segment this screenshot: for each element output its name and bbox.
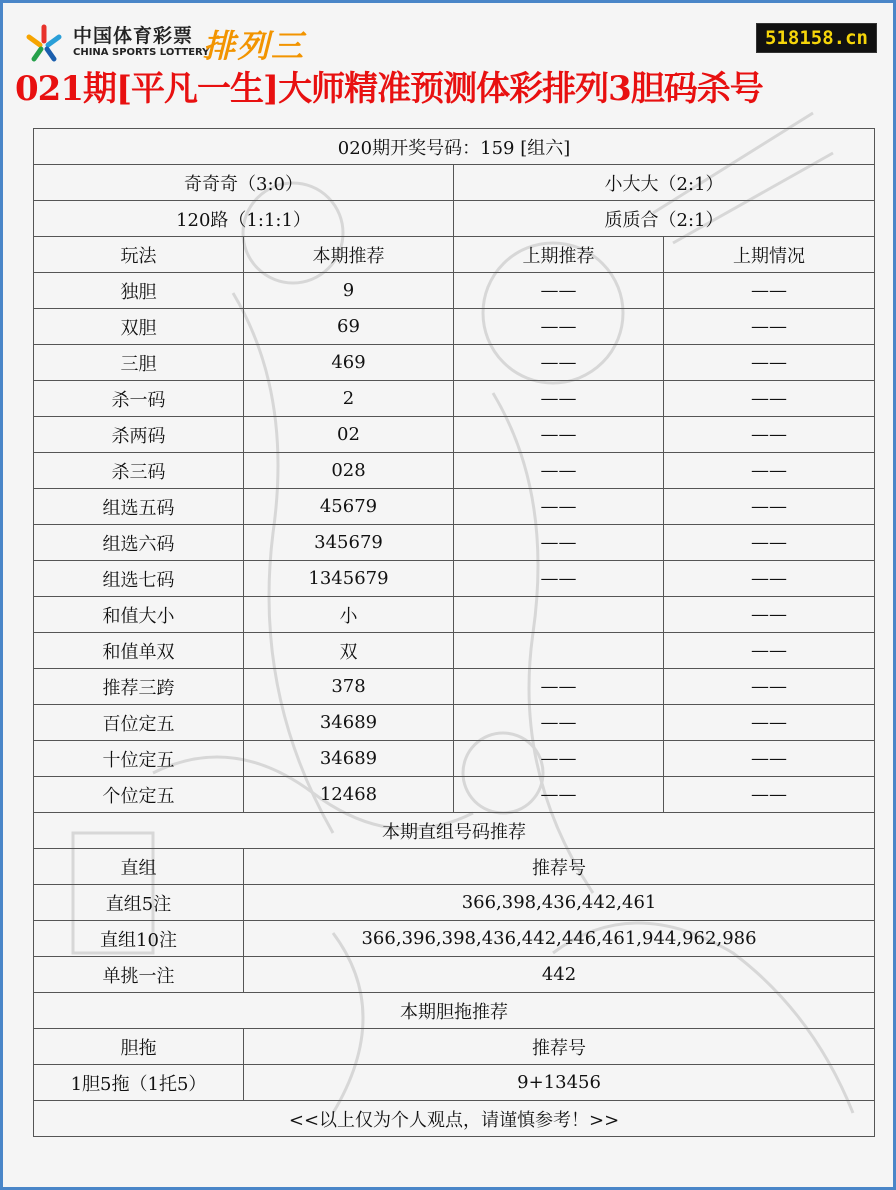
prediction-table: [33, 128, 875, 1137]
prev-cell: ——: [454, 309, 664, 345]
odd-even-cell: 奇奇奇（3:0）: [34, 165, 454, 201]
current-cell: 69: [244, 309, 454, 345]
play-cell: 双胆: [34, 309, 244, 345]
table-row: [34, 597, 875, 633]
table-row: [34, 309, 875, 345]
direct-label: 直组10注: [34, 921, 244, 957]
direct-section-title: 本期直组号码推荐: [34, 813, 875, 849]
result-cell: ——: [664, 381, 875, 417]
dantuo-head-value: 推荐号: [244, 1029, 875, 1065]
last-draw-cell: 020期开奖号码：159 [组六]: [34, 129, 875, 165]
play-cell: 和值大小: [34, 597, 244, 633]
prev-cell: ——: [454, 489, 664, 525]
table-row: [34, 921, 875, 957]
current-cell: 2: [244, 381, 454, 417]
table-row: [34, 885, 875, 921]
play-cell: 组选七码: [34, 561, 244, 597]
current-cell: 345679: [244, 525, 454, 561]
prev-cell: ——: [454, 417, 664, 453]
table-row: [34, 417, 875, 453]
direct-value: 366,398,436,442,461: [244, 885, 875, 921]
play-cell: 个位定五: [34, 777, 244, 813]
current-cell: 02: [244, 417, 454, 453]
table-row: [34, 273, 875, 309]
header-current: 本期推荐: [244, 237, 454, 273]
prev-cell: ——: [454, 273, 664, 309]
current-cell: 小: [244, 597, 454, 633]
dantuo-value: 9+13456: [244, 1065, 875, 1101]
result-cell: ——: [664, 273, 875, 309]
play-cell: 杀三码: [34, 453, 244, 489]
play-cell: 杀两码: [34, 417, 244, 453]
result-cell: ——: [664, 489, 875, 525]
table-header-row: [34, 237, 875, 273]
prev-cell: ——: [454, 777, 664, 813]
dantuo-label: 1胆5拖（1托5）: [34, 1065, 244, 1101]
prev-cell: ——: [454, 345, 664, 381]
result-cell: ——: [664, 525, 875, 561]
result-cell: ——: [664, 417, 875, 453]
table-row: [34, 777, 875, 813]
play-cell: 和值单双: [34, 633, 244, 669]
header-prev-result: 上期情况: [664, 237, 875, 273]
result-cell: ——: [664, 345, 875, 381]
prev-cell: ——: [454, 453, 664, 489]
current-cell: 34689: [244, 705, 454, 741]
table-row: [34, 453, 875, 489]
table-row: [34, 705, 875, 741]
play-cell: 组选五码: [34, 489, 244, 525]
prev-cell: [454, 597, 664, 633]
current-cell: 1345679: [244, 561, 454, 597]
play-cell: 组选六码: [34, 525, 244, 561]
current-cell: 45679: [244, 489, 454, 525]
result-cell: ——: [664, 705, 875, 741]
result-cell: ——: [664, 597, 875, 633]
direct-label: 直组5注: [34, 885, 244, 921]
play-cell: 三胆: [34, 345, 244, 381]
table-row: [34, 345, 875, 381]
direct-head-value: 推荐号: [244, 849, 875, 885]
current-cell: 028: [244, 453, 454, 489]
logo-chinese-text: 中国体育彩票: [73, 25, 194, 47]
prev-cell: ——: [454, 741, 664, 777]
table-row: [34, 525, 875, 561]
header-prev: 上期推荐: [454, 237, 664, 273]
route-cell: 120路（1:1:1）: [34, 201, 454, 237]
prev-cell: ——: [454, 381, 664, 417]
play-cell: 推荐三跨: [34, 669, 244, 705]
table-row: [34, 381, 875, 417]
prime-composite-cell: 质质合（2:1）: [454, 201, 875, 237]
logo-english-text: CHINA SPORTS LOTTERY: [73, 47, 210, 58]
result-cell: ——: [664, 669, 875, 705]
play-cell: 独胆: [34, 273, 244, 309]
footer-note: <<以上仅为个人观点，请谨慎参考！>>: [34, 1101, 875, 1137]
direct-value: 442: [244, 957, 875, 993]
dantuo-section-title: 本期胆拖推荐: [34, 993, 875, 1029]
dantuo-head-label: 胆拖: [34, 1029, 244, 1065]
play-cell: 十位定五: [34, 741, 244, 777]
result-cell: ——: [664, 777, 875, 813]
current-cell: 469: [244, 345, 454, 381]
table-row: [34, 1065, 875, 1101]
table-row: [34, 489, 875, 525]
table-row: [34, 957, 875, 993]
prev-cell: ——: [454, 669, 664, 705]
lottery-star-icon: [21, 23, 67, 65]
prev-cell: ——: [454, 705, 664, 741]
page-title: 021期[平凡一生]大师精准预测体彩排列3胆码杀号: [15, 69, 763, 109]
current-cell: 34689: [244, 741, 454, 777]
table-row: [34, 741, 875, 777]
result-cell: ——: [664, 453, 875, 489]
current-cell: 双: [244, 633, 454, 669]
prev-cell: ——: [454, 561, 664, 597]
current-cell: 9: [244, 273, 454, 309]
result-cell: ——: [664, 309, 875, 345]
result-cell: ——: [664, 741, 875, 777]
prev-cell: [454, 633, 664, 669]
current-cell: 12468: [244, 777, 454, 813]
current-cell: 378: [244, 669, 454, 705]
big-small-cell: 小大大（2:1）: [454, 165, 875, 201]
result-cell: ——: [664, 633, 875, 669]
site-badge[interactable]: 518158.cn: [756, 23, 877, 53]
header-play: 玩法: [34, 237, 244, 273]
table-row: [34, 633, 875, 669]
prev-cell: ——: [454, 525, 664, 561]
play-cell: 杀一码: [34, 381, 244, 417]
table-row: [34, 669, 875, 705]
logo-game-name: 排列三: [203, 27, 306, 65]
play-cell: 百位定五: [34, 705, 244, 741]
direct-head-label: 直组: [34, 849, 244, 885]
table-row: [34, 561, 875, 597]
direct-value: 366,396,398,436,442,446,461,944,962,986: [244, 921, 875, 957]
result-cell: ——: [664, 561, 875, 597]
direct-label: 单挑一注: [34, 957, 244, 993]
